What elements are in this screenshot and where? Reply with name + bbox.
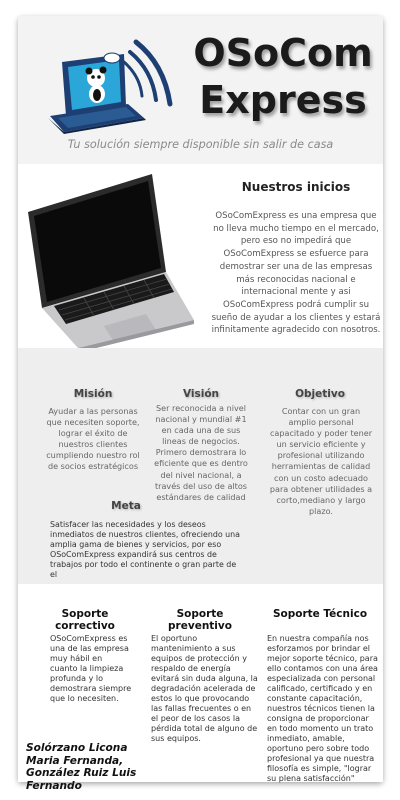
soporte-preventivo-text: El oportuno mantenimiento a sus equipos de protección y respaldo de energía evitará sin duda alguna, la degradación acelerada de estos lo que provocando las fallas frecuentes o en el peor de los casos la pérdida total de alguno de sus equipos. (151, 634, 258, 743)
mision-title: Misión (73, 388, 113, 400)
inicios-title: Nuestros inicios (241, 180, 351, 194)
laptop-panda-logo-icon (44, 34, 172, 142)
meta-text: Satisfacer las necesidades y los deseos inmediatos de nuestros clientes, ofreciendo una amplia gama de bienes y servicios, por eso OSoComExpress expandirá sus centros de trabajos por todo el continente o gran parte de el (50, 520, 241, 580)
authors: Solórzano Licona Maria Fernanda, González Ruiz Luis Fernando (26, 742, 137, 792)
soporte-correctivo-title: Soporte correctivo (55, 608, 115, 632)
section-inicios (18, 164, 383, 348)
objetivo-text: Contar con un gran amplio personal capacitado y poder tener un servicio eficiente y profesional utilizando herramientas de calidad con un costo adecuado para obtener utilidades a corto,mediano y largo plazo. (269, 406, 373, 516)
section-mision-vision (18, 348, 383, 584)
tagline: Tu solución siempre disponible sin salir de casa (67, 138, 334, 151)
objetivo-title: Objetivo (295, 388, 345, 400)
header (18, 16, 383, 164)
section-soporte (18, 584, 383, 792)
soporte-correctivo-text: OSoComExpress es una de las empresa muy hábil en cuanto la limpieza profunda y lo demostrara siempre que lo necesiten. (50, 634, 132, 703)
brand-line-2: Express (199, 78, 367, 122)
inicios-text: OSoComExpress es una empresa que no lleva mucho tiempo en el mercado, pero eso no impedirá que OSoComExpress se esfuerce para demostrar ser una de las empresas más reconocidas nacional e internacional mente y asi OSoComExpress podrá cumplir su sueño de ayudar a los clientes y estará infinitamente agradecido con nosotros. (211, 211, 381, 336)
soporte-tecnico-title: Soporte Técnico (272, 608, 368, 620)
meta-title: Meta (111, 500, 141, 512)
soporte-tecnico-text: En nuestra compañía nos esforzamos por brindar el mejor soporte técnico, para ello contamos con una área especializada con personal calificado, certificado y en constante capacitación, nuestros técnicos tienen la consigna de proporcionar en todo momento un trato inmediato, amable, oportuno pero sobre todo profesional ya que nuestra filosofía es simple, "lograr su plena satisfacción" (267, 634, 378, 783)
soporte-preventivo-title: Soporte preventivo (168, 608, 232, 632)
vision-text: Ser reconocida a nivel nacional y mundial #1 en cada una de sus lineas de negocios. Primero demostrara lo eficiente que es dentro del nivel nacional, a través del uso de altos estándares de calidad (154, 403, 248, 502)
vision-title: Visión (182, 388, 220, 400)
brand-title (183, 30, 383, 124)
laptop-photo-icon (24, 168, 196, 348)
mision-text: Ayudar a las personas que necesiten soporte, lograr el éxito de nuestros clientes cumpliendo nuestro rol de socios estratégicos (46, 406, 140, 472)
page-card (18, 16, 383, 792)
brand-line-1: OSoCom (193, 31, 373, 75)
